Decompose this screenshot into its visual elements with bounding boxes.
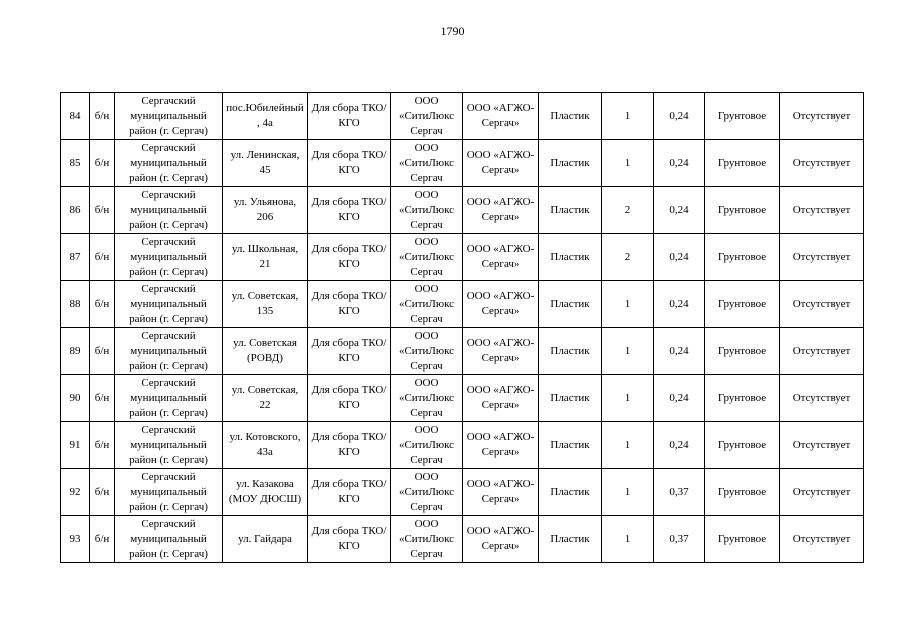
owner-cell: ООО «СитиЛюкс Сергач: [391, 516, 463, 563]
registry-number-cell: б/н: [90, 93, 115, 140]
operator-cell: ООО «АГЖО-Сергач»: [463, 516, 539, 563]
container-count-cell: 2: [602, 187, 654, 234]
container-count-cell: 1: [602, 281, 654, 328]
table-row: [61, 422, 864, 469]
container-material-cell: Пластик: [539, 516, 602, 563]
registry-number-cell: б/н: [90, 234, 115, 281]
container-material-cell: Пластик: [539, 375, 602, 422]
owner-cell: ООО «СитиЛюкс Сергач: [391, 140, 463, 187]
container-material-cell: Пластик: [539, 422, 602, 469]
surface-type-cell: Грунтовое: [705, 281, 780, 328]
row-number-cell: 84: [61, 93, 90, 140]
registry-number-cell: б/н: [90, 187, 115, 234]
address-cell: ул. Гайдара: [223, 516, 308, 563]
surface-type-cell: Грунтовое: [705, 422, 780, 469]
table-row: [61, 469, 864, 516]
container-material-cell: Пластик: [539, 140, 602, 187]
table-row: [61, 281, 864, 328]
fence-cell: Отсутствует: [780, 422, 864, 469]
municipality-cell: Сергачский муниципальный район (г. Сергач): [115, 328, 223, 375]
fence-cell: Отсутствует: [780, 187, 864, 234]
table-row: [61, 234, 864, 281]
operator-cell: ООО «АГЖО-Сергач»: [463, 422, 539, 469]
surface-type-cell: Грунтовое: [705, 375, 780, 422]
operator-cell: ООО «АГЖО-Сергач»: [463, 328, 539, 375]
address-cell: ул. Советская, 135: [223, 281, 308, 328]
page-number: 1790: [440, 24, 465, 38]
municipality-cell: Сергачский муниципальный район (г. Сергач): [115, 516, 223, 563]
owner-cell: ООО «СитиЛюкс Сергач: [391, 187, 463, 234]
container-material-cell: Пластик: [539, 469, 602, 516]
operator-cell: ООО «АГЖО-Сергач»: [463, 281, 539, 328]
municipality-cell: Сергачский муниципальный район (г. Сергач): [115, 234, 223, 281]
container-volume-cell: 0,24: [654, 234, 705, 281]
purpose-cell: Для сбора ТКО/КГО: [308, 469, 391, 516]
operator-cell: ООО «АГЖО-Сергач»: [463, 375, 539, 422]
owner-cell: ООО «СитиЛюкс Сергач: [391, 422, 463, 469]
municipality-cell: Сергачский муниципальный район (г. Сергач): [115, 93, 223, 140]
owner-cell: ООО «СитиЛюкс Сергач: [391, 375, 463, 422]
municipality-cell: Сергачский муниципальный район (г. Сергач): [115, 187, 223, 234]
table-row: [61, 375, 864, 422]
address-cell: ул. Казакова (МОУ ДЮСШ): [223, 469, 308, 516]
row-number-cell: 87: [61, 234, 90, 281]
surface-type-cell: Грунтовое: [705, 93, 780, 140]
surface-type-cell: Грунтовое: [705, 187, 780, 234]
fence-cell: Отсутствует: [780, 234, 864, 281]
container-count-cell: 1: [602, 516, 654, 563]
purpose-cell: Для сбора ТКО/КГО: [308, 281, 391, 328]
municipality-cell: Сергачский муниципальный район (г. Сергач): [115, 422, 223, 469]
container-material-cell: Пластик: [539, 328, 602, 375]
fence-cell: Отсутствует: [780, 281, 864, 328]
table-row: [61, 328, 864, 375]
fence-cell: Отсутствует: [780, 140, 864, 187]
row-number-cell: 85: [61, 140, 90, 187]
container-volume-cell: 0,24: [654, 328, 705, 375]
purpose-cell: Для сбора ТКО/КГО: [308, 187, 391, 234]
municipality-cell: Сергачский муниципальный район (г. Сергач): [115, 140, 223, 187]
container-material-cell: Пластик: [539, 281, 602, 328]
container-volume-cell: 0,37: [654, 469, 705, 516]
owner-cell: ООО «СитиЛюкс Сергач: [391, 469, 463, 516]
surface-type-cell: Грунтовое: [705, 328, 780, 375]
container-volume-cell: 0,24: [654, 281, 705, 328]
container-volume-cell: 0,24: [654, 422, 705, 469]
container-count-cell: 2: [602, 234, 654, 281]
operator-cell: ООО «АГЖО-Сергач»: [463, 93, 539, 140]
owner-cell: ООО «СитиЛюкс Сергач: [391, 234, 463, 281]
operator-cell: ООО «АГЖО-Сергач»: [463, 187, 539, 234]
fence-cell: Отсутствует: [780, 516, 864, 563]
table-row: [61, 516, 864, 563]
row-number-cell: 91: [61, 422, 90, 469]
address-cell: пос.Юбилейный, 4а: [223, 93, 308, 140]
fence-cell: Отсутствует: [780, 328, 864, 375]
address-cell: ул. Котовского, 43а: [223, 422, 308, 469]
owner-cell: ООО «СитиЛюкс Сергач: [391, 328, 463, 375]
address-cell: ул. Советская, 22: [223, 375, 308, 422]
registry-number-cell: б/н: [90, 422, 115, 469]
container-volume-cell: 0,24: [654, 187, 705, 234]
table-row: [61, 187, 864, 234]
table-row: [61, 140, 864, 187]
purpose-cell: Для сбора ТКО/КГО: [308, 328, 391, 375]
operator-cell: ООО «АГЖО-Сергач»: [463, 469, 539, 516]
row-number-cell: 89: [61, 328, 90, 375]
container-material-cell: Пластик: [539, 93, 602, 140]
registry-number-cell: б/н: [90, 469, 115, 516]
surface-type-cell: Грунтовое: [705, 140, 780, 187]
surface-type-cell: Грунтовое: [705, 234, 780, 281]
container-volume-cell: 0,24: [654, 140, 705, 187]
container-volume-cell: 0,37: [654, 516, 705, 563]
operator-cell: ООО «АГЖО-Сергач»: [463, 234, 539, 281]
address-cell: ул. Ленинская, 45: [223, 140, 308, 187]
fence-cell: Отсутствует: [780, 469, 864, 516]
municipality-cell: Сергачский муниципальный район (г. Сергач): [115, 469, 223, 516]
container-count-cell: 1: [602, 140, 654, 187]
address-cell: ул. Школьная, 21: [223, 234, 308, 281]
owner-cell: ООО «СитиЛюкс Сергач: [391, 93, 463, 140]
registry-number-cell: б/н: [90, 281, 115, 328]
container-count-cell: 1: [602, 375, 654, 422]
waste-sites-table: [60, 92, 864, 563]
address-cell: ул. Ульянова, 206: [223, 187, 308, 234]
table-row: [61, 93, 864, 140]
purpose-cell: Для сбора ТКО/КГО: [308, 93, 391, 140]
registry-number-cell: б/н: [90, 375, 115, 422]
purpose-cell: Для сбора ТКО/КГО: [308, 375, 391, 422]
purpose-cell: Для сбора ТКО/КГО: [308, 422, 391, 469]
registry-number-cell: б/н: [90, 328, 115, 375]
row-number-cell: 93: [61, 516, 90, 563]
fence-cell: Отсутствует: [780, 375, 864, 422]
container-count-cell: 1: [602, 469, 654, 516]
container-count-cell: 1: [602, 93, 654, 140]
container-material-cell: Пластик: [539, 234, 602, 281]
container-volume-cell: 0,24: [654, 375, 705, 422]
row-number-cell: 88: [61, 281, 90, 328]
address-cell: ул. Советская (РОВД): [223, 328, 308, 375]
container-count-cell: 1: [602, 328, 654, 375]
purpose-cell: Для сбора ТКО/КГО: [308, 234, 391, 281]
owner-cell: ООО «СитиЛюкс Сергач: [391, 281, 463, 328]
container-count-cell: 1: [602, 422, 654, 469]
fence-cell: Отсутствует: [780, 93, 864, 140]
container-volume-cell: 0,24: [654, 93, 705, 140]
row-number-cell: 90: [61, 375, 90, 422]
surface-type-cell: Грунтовое: [705, 469, 780, 516]
purpose-cell: Для сбора ТКО/КГО: [308, 140, 391, 187]
registry-number-cell: б/н: [90, 516, 115, 563]
purpose-cell: Для сбора ТКО/КГО: [308, 516, 391, 563]
municipality-cell: Сергачский муниципальный район (г. Сергач): [115, 375, 223, 422]
table-body: [61, 93, 864, 563]
row-number-cell: 92: [61, 469, 90, 516]
municipality-cell: Сергачский муниципальный район (г. Сергач): [115, 281, 223, 328]
surface-type-cell: Грунтовое: [705, 516, 780, 563]
container-material-cell: Пластик: [539, 187, 602, 234]
registry-number-cell: б/н: [90, 140, 115, 187]
operator-cell: ООО «АГЖО-Сергач»: [463, 140, 539, 187]
row-number-cell: 86: [61, 187, 90, 234]
